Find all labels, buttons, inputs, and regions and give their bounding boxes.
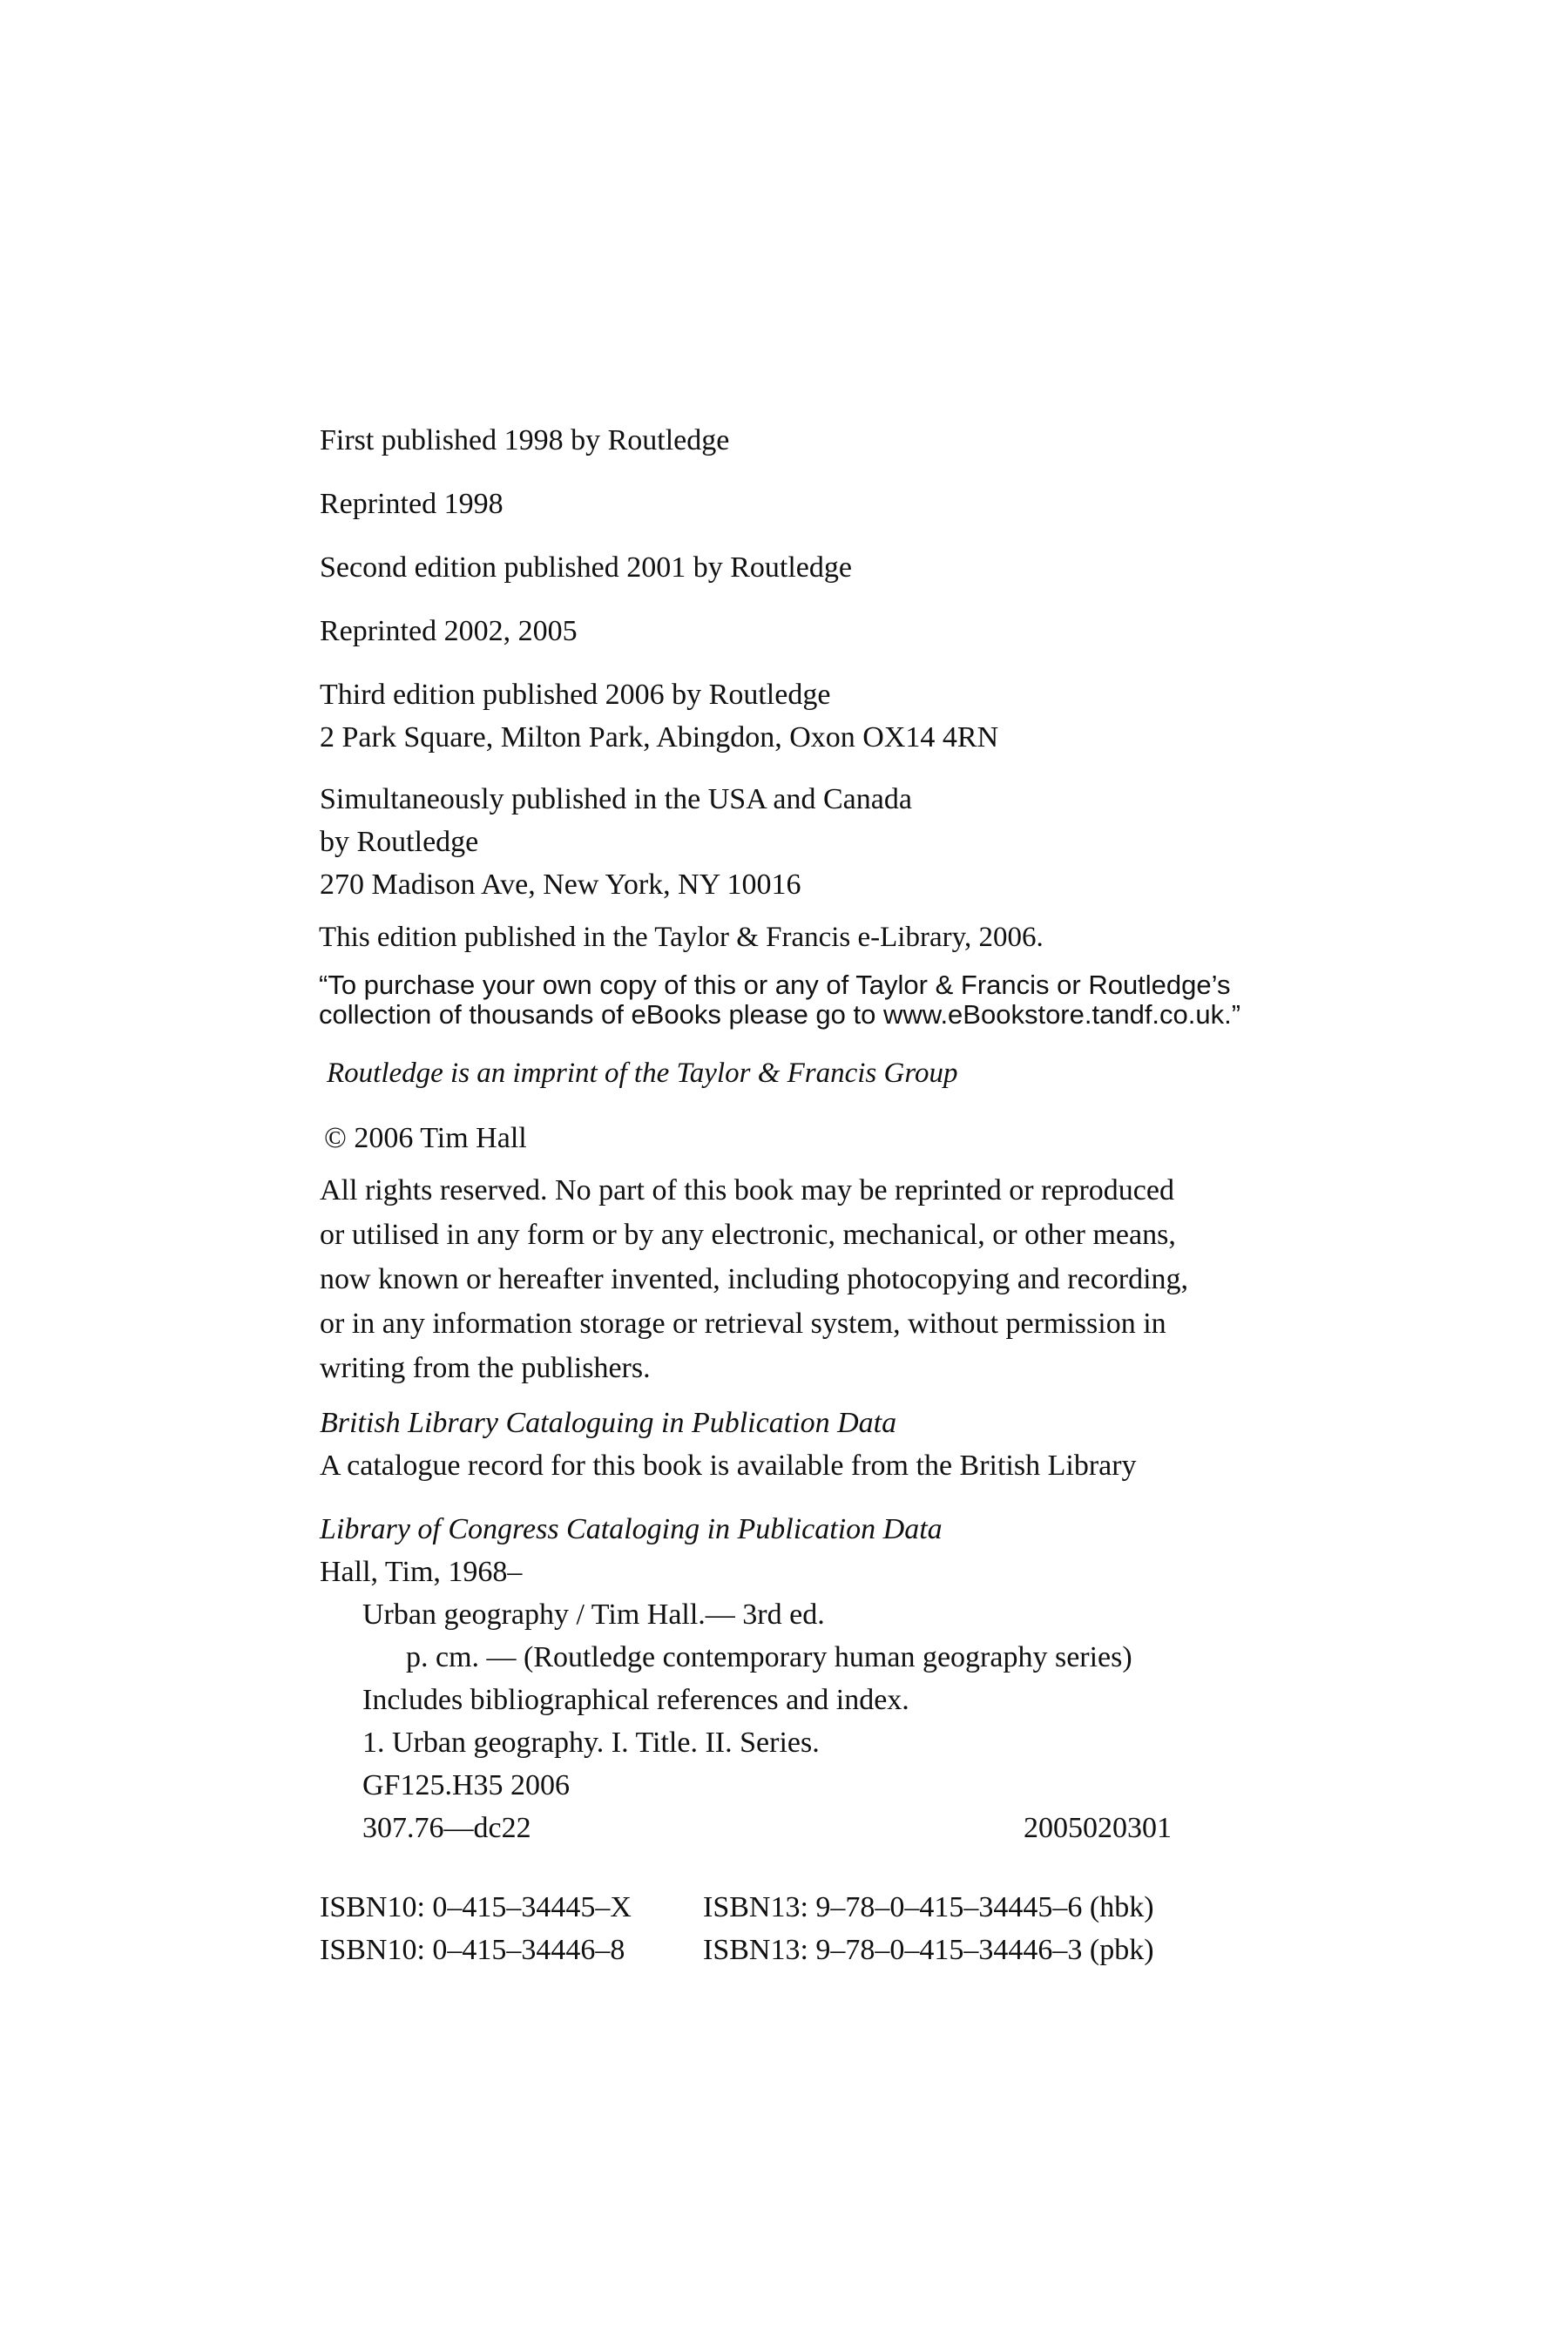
- rights-line: or utilised in any form or by any electronic, mechanical, or other means,: [320, 1219, 1176, 1251]
- loc-dewey: 307.76—dc22: [362, 1812, 531, 1844]
- reprinted-line-2: Reprinted 2002, 2005: [320, 615, 578, 647]
- usa-address-line: 270 Madison Ave, New York, NY 10016: [320, 868, 801, 901]
- isbn13-hbk: ISBN13: 9–78–0–415–34445–6 (hbk): [703, 1891, 1154, 1923]
- reprinted-line-1: Reprinted 1998: [320, 488, 504, 520]
- copyright-notice: © 2006 Tim Hall: [324, 1122, 527, 1154]
- isbn10-pbk: ISBN10: 0–415–34446–8: [320, 1934, 625, 1966]
- rights-line: now known or hereafter invented, including photocopying and recording,: [320, 1263, 1189, 1295]
- british-library-heading: British Library Cataloguing in Publication Data: [320, 1407, 897, 1439]
- second-edition-line: Second edition published 2001 by Routledge: [320, 551, 852, 584]
- loc-call-number: GF125.H35 2006: [362, 1769, 571, 1801]
- elibrary-line: This edition published in the Taylor & Francis e-Library, 2006.: [319, 922, 1044, 953]
- loc-lccn: 2005020301: [1024, 1812, 1172, 1844]
- purchase-line-2: collection of thousands of eBooks please go to www.eBookstore.tandf.co.uk.”: [319, 999, 1241, 1030]
- rights-line: All rights reserved. No part of this book may be reprinted or reproduced: [320, 1174, 1174, 1206]
- uk-address-line: 2 Park Square, Milton Park, Abingdon, Oxon OX14 4RN: [320, 721, 999, 754]
- imprint-note: Routledge is an imprint of the Taylor & Francis Group: [327, 1058, 958, 1089]
- purchase-line-1: “To purchase your own copy of this or any of Taylor & Francis or Routledge’s: [319, 970, 1231, 1000]
- rights-line: or in any information storage or retrieval system, without permission in: [320, 1308, 1166, 1340]
- loc-series: p. cm. — (Routledge contemporary human geography series): [406, 1641, 1132, 1673]
- loc-author: Hall, Tim, 1968–: [320, 1556, 523, 1588]
- loc-title: Urban geography / Tim Hall.— 3rd ed.: [362, 1598, 825, 1631]
- purchase-note: [319, 970, 1240, 1030]
- rights-line: writing from the publishers.: [320, 1352, 651, 1384]
- isbn10-hbk: ISBN10: 0–415–34445–X: [320, 1891, 632, 1923]
- isbn13-pbk: ISBN13: 9–78–0–415–34446–3 (pbk): [703, 1934, 1154, 1966]
- loc-subjects: 1. Urban geography. I. Title. II. Series.: [362, 1727, 820, 1759]
- third-edition-line: Third edition published 2006 by Routledge: [320, 679, 831, 711]
- british-library-text: A catalogue record for this book is available from the British Library: [320, 1450, 1137, 1482]
- loc-heading: Library of Congress Cataloging in Publication Data: [320, 1513, 943, 1545]
- loc-includes: Includes bibliographical references and index.: [362, 1684, 909, 1716]
- first-published-line: First published 1998 by Routledge: [320, 424, 730, 456]
- usa-line-1: Simultaneously published in the USA and Canada: [320, 783, 912, 815]
- rights-statement: [320, 1168, 1188, 1390]
- usa-line-2: by Routledge: [320, 826, 479, 858]
